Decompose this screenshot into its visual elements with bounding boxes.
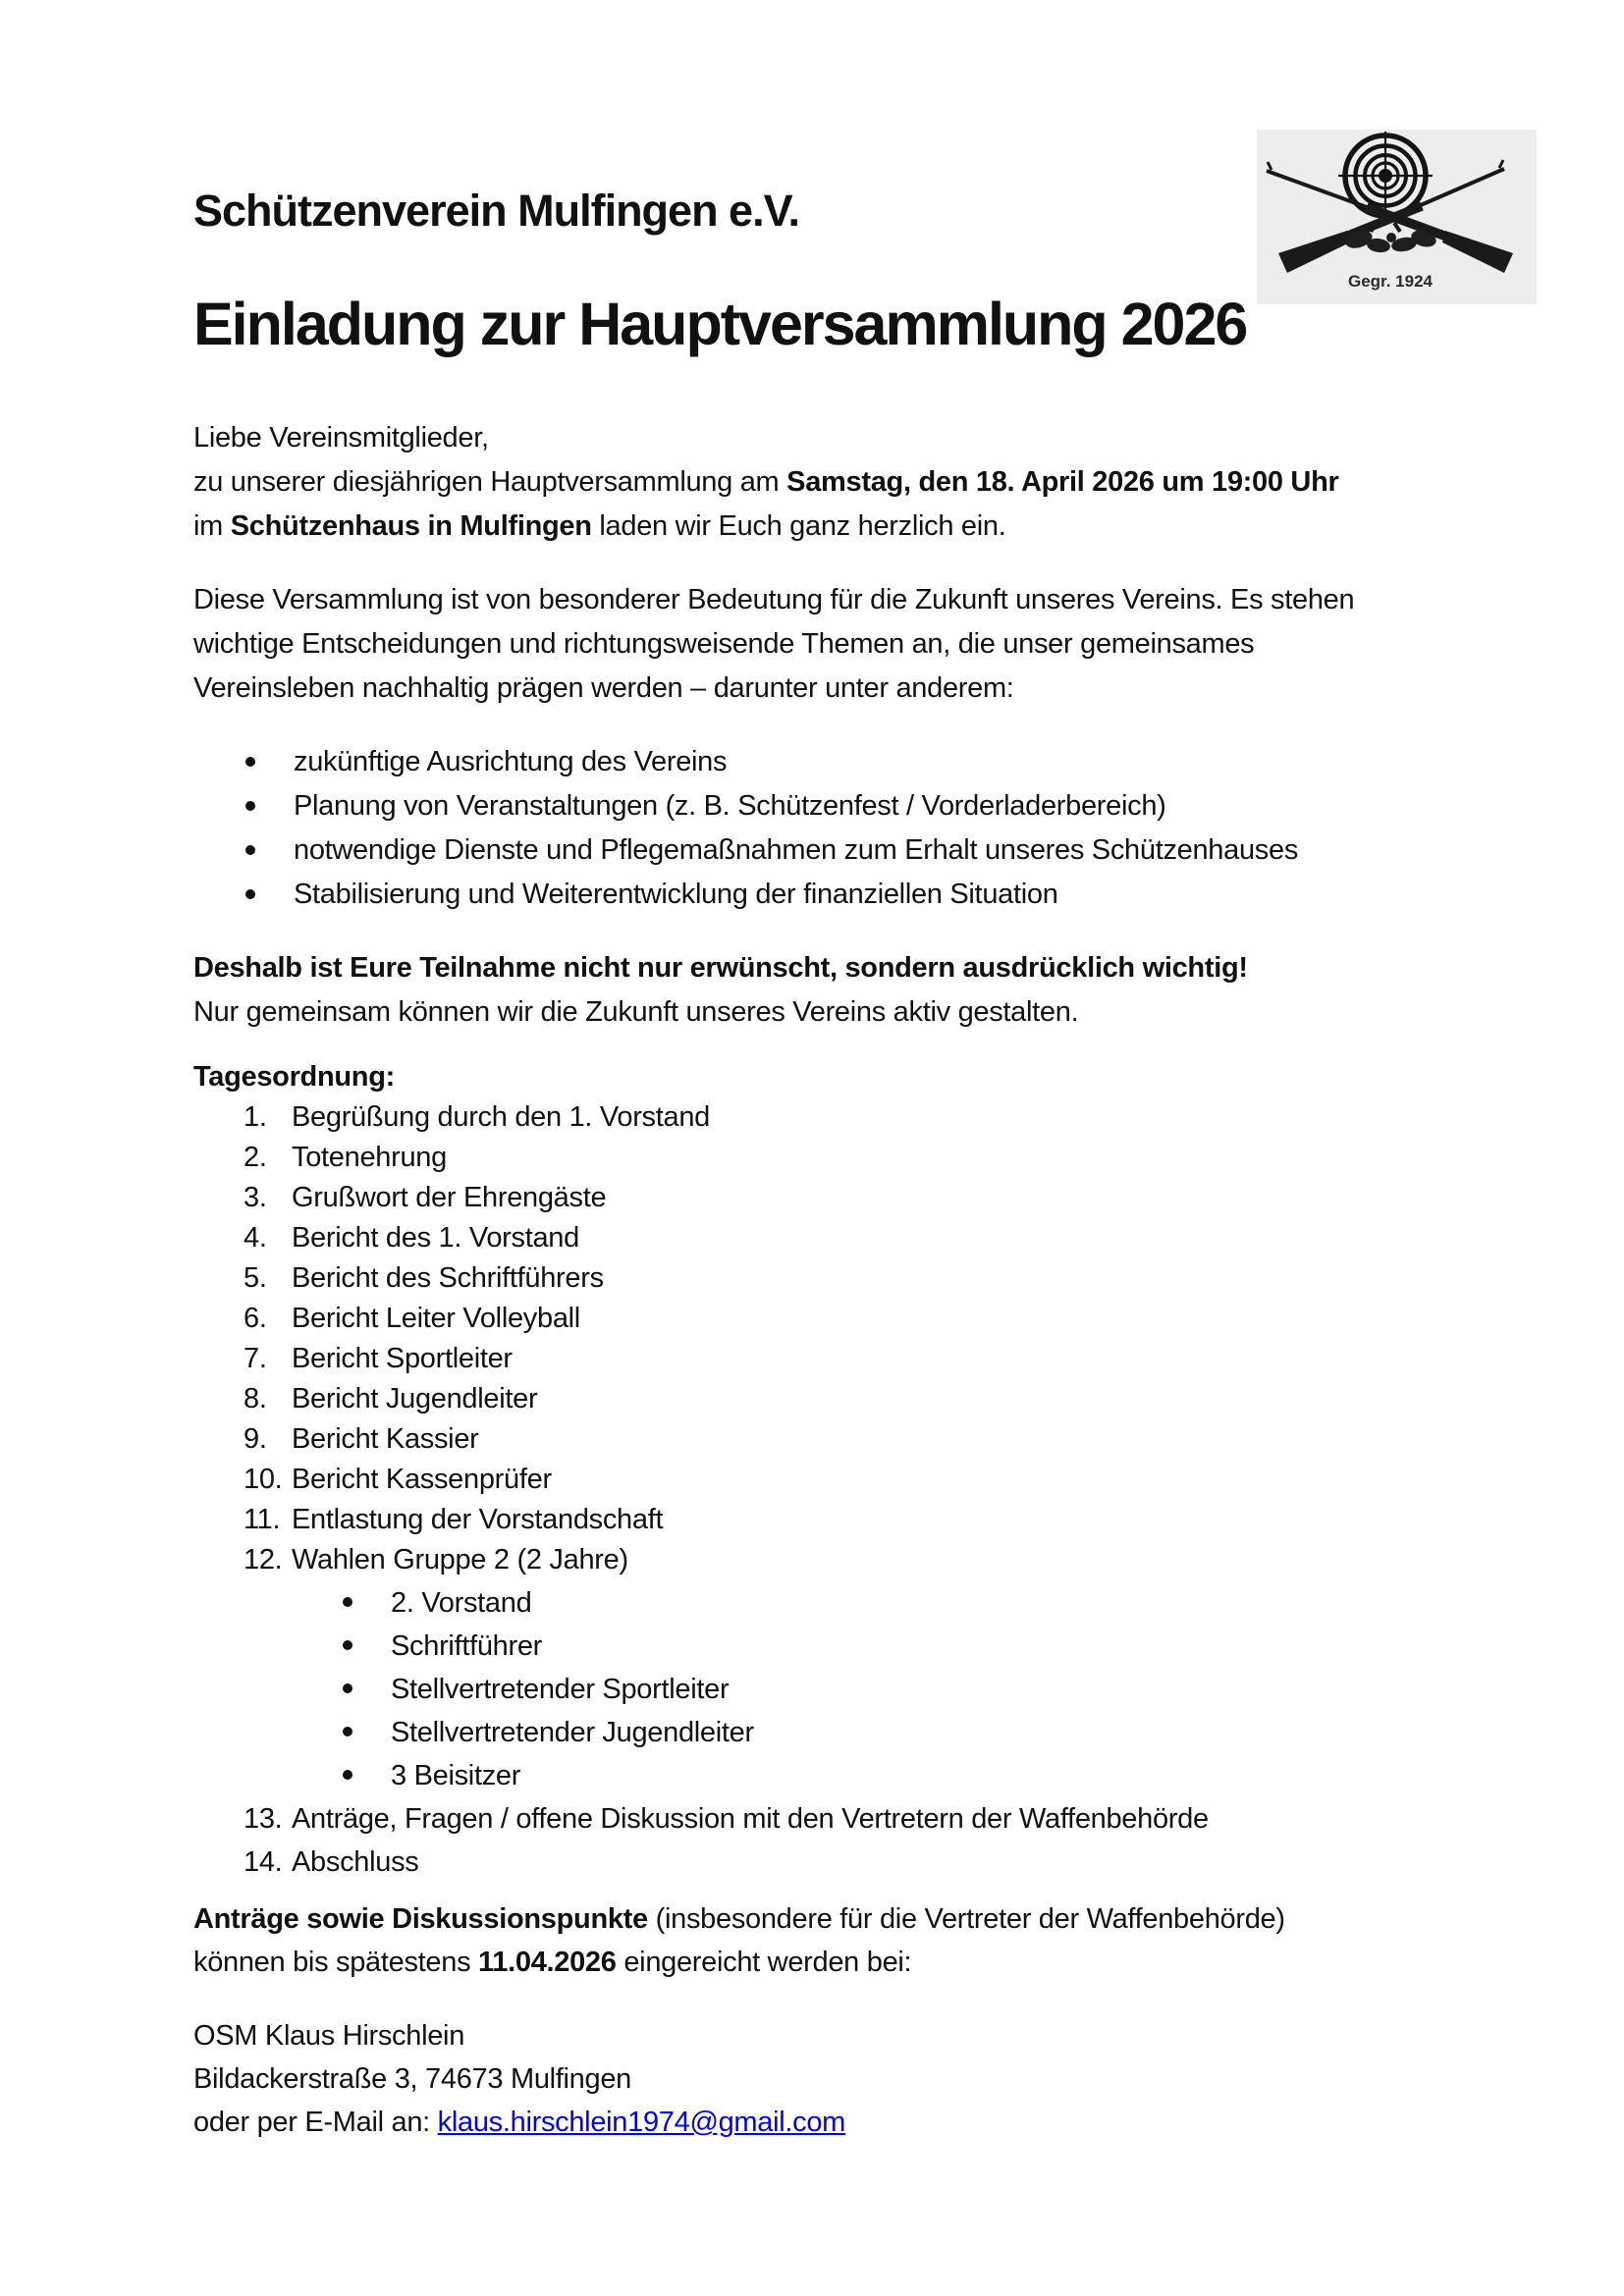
appeal-bold-line: Deshalb ist Eure Teilnahme nicht nur erwünscht, sondern ausdrücklich wichtig!: [193, 952, 1248, 984]
list-item: Stellvertretender Jugendleiter: [193, 1711, 754, 1754]
list-item: Schriftführer: [193, 1625, 754, 1668]
bullet-icon: [343, 1597, 352, 1607]
intro-paragraph: [193, 416, 1338, 549]
agenda-item: 1. Begrüßung durch den 1. Vorstand: [244, 1101, 710, 1133]
page-title: Einladung zur Hauptversammlung 2026: [193, 291, 1247, 357]
appeal-normal-line: Nur gemeinsam können wir die Zukunft unseres Vereins aktiv gestalten.: [193, 996, 1079, 1028]
agenda-item: 12. Wahlen Gruppe 2 (2 Jahre): [244, 1544, 628, 1575]
contact-name: OSM Klaus Hirschlein: [193, 2020, 465, 2052]
list-item: Stellvertretender Sportleiter: [193, 1668, 754, 1711]
agenda-item: 5. Bericht des Schriftführers: [244, 1262, 604, 1294]
agenda-list: [193, 1097, 710, 1580]
bullet-icon: [343, 1683, 352, 1693]
crossed-rifles-target-logo: [1257, 130, 1537, 304]
topics-list: [193, 740, 1298, 917]
agenda-item: 9. Bericht Kassier: [244, 1423, 479, 1455]
meeting-date: Samstag, den 18. April 2026 um 19:00 Uhr: [786, 466, 1339, 498]
agenda-item: 14. Abschluss: [244, 1846, 419, 1878]
bullet-icon: [245, 801, 255, 811]
logo-caption: Gegr. 1924: [1347, 272, 1434, 291]
agenda-item: 3. Grußwort der Ehrengäste: [244, 1182, 607, 1213]
deadline-date: 11.04.2026: [478, 1947, 617, 1978]
list-item: Planung von Veranstaltungen (z. B. Schützenfest / Vorderladerbereich): [193, 784, 1298, 828]
agenda-item: 7. Bericht Sportleiter: [244, 1343, 513, 1374]
bullet-icon: [245, 889, 255, 899]
submission-line1: Anträge sowie Diskussionspunkte (insbesondere für die Vertreter der Waffenbehörde): [193, 1903, 1285, 1935]
salutation-line: Liebe Vereinsmitglieder,: [193, 422, 489, 454]
bullet-icon: [245, 845, 255, 855]
location-line: im Schützenhaus in Mulfingen laden wir Euch ganz herzlich ein.: [193, 510, 1006, 542]
agenda-item: 4. Bericht des 1. Vorstand: [244, 1222, 579, 1254]
agenda-item: 13. Anträge, Fragen / offene Diskussion mit den Vertretern der Waffenbehörde: [244, 1803, 1209, 1835]
paragraph-line: Diese Versammlung ist von besonderer Bedeutung für die Zukunft unseres Vereins. Es stehen: [193, 584, 1355, 615]
contact-block: [193, 2014, 845, 2144]
date-line: zu unserer diesjährigen Hauptversammlung am Samstag, den 18. April 2026 um 19:00 Uhr: [193, 466, 1339, 498]
bullet-icon: [343, 1770, 352, 1780]
bullet-icon: [245, 757, 255, 767]
bullet-icon: [343, 1727, 352, 1736]
email-link[interactable]: klaus.hirschlein1974@gmail.com: [437, 2107, 846, 2138]
appeal-paragraph: [193, 946, 1248, 1035]
meeting-location: Schützenhaus in Mulfingen: [230, 510, 592, 542]
election-positions-list: [193, 1581, 754, 1797]
club-name-heading: Schützenverein Mulfingen e.V.: [193, 186, 799, 236]
list-item: 2. Vorstand: [193, 1581, 754, 1625]
agenda-heading: Tagesordnung:: [193, 1061, 395, 1093]
list-item: 3 Beisitzer: [193, 1754, 754, 1797]
agenda-item: 11. Entlastung der Vorstandschaft: [244, 1504, 664, 1535]
club-logo: [1257, 130, 1537, 304]
contact-email-line: oder per E-Mail an: klaus.hirschlein1974@gmail.com: [193, 2107, 846, 2138]
importance-paragraph: [193, 578, 1354, 711]
submission-line2: können bis spätestens 11.04.2026 eingereicht werden bei:: [193, 1947, 912, 1978]
paragraph-line: wichtige Entscheidungen und richtungsweisende Themen an, die unser gemeinsames: [193, 628, 1255, 660]
contact-address: Bildackerstraße 3, 74673 Mulfingen: [193, 2063, 631, 2095]
list-item: zukünftige Ausrichtung des Vereins: [193, 740, 1298, 784]
submission-paragraph: [193, 1897, 1285, 1984]
paragraph-line: Vereinsleben nachhaltig prägen werden – darunter unter anderem:: [193, 672, 1014, 704]
agenda-item: 10. Bericht Kassenprüfer: [244, 1464, 552, 1495]
list-item: Stabilisierung und Weiterentwicklung der finanziellen Situation: [193, 873, 1298, 917]
agenda-list-end: [193, 1797, 1209, 1884]
agenda-item: 6. Bericht Leiter Volleyball: [244, 1303, 580, 1334]
agenda-item: 8. Bericht Jugendleiter: [244, 1383, 538, 1415]
bullet-icon: [343, 1640, 352, 1650]
list-item: notwendige Dienste und Pflegemaßnahmen zum Erhalt unseres Schützenhauses: [193, 828, 1298, 873]
agenda-item: 2. Totenehrung: [244, 1142, 447, 1173]
